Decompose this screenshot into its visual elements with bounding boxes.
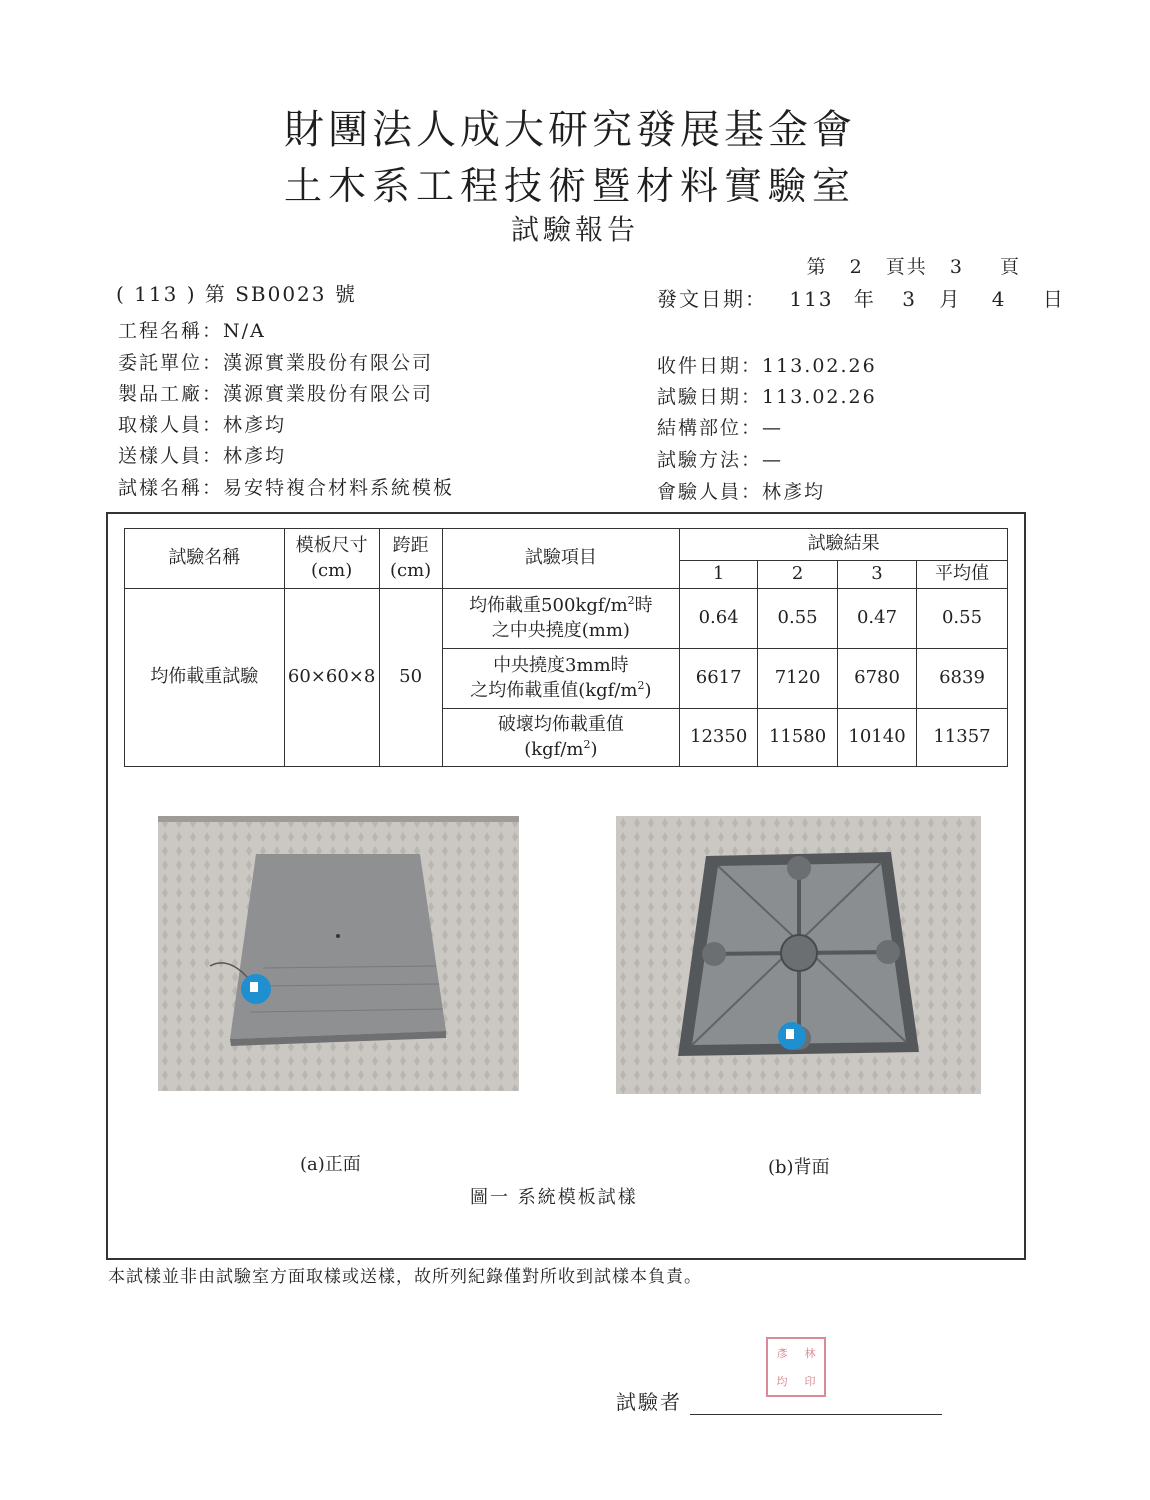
cell-value: 10140 [838, 709, 917, 767]
field-received-date: 收件日期：113.02.26 [657, 355, 877, 377]
field-sample-name: 試樣名稱：易安特複合材料系統模板 [118, 477, 455, 499]
caption-front: (a)正面 [300, 1154, 361, 1175]
issue-day: 4 [991, 287, 1007, 311]
figure-caption: 圖一 系統模板試樣 [470, 1187, 638, 1208]
page-suffix: 頁 [999, 256, 1021, 278]
field-structure-part: 結構部位：— [657, 417, 784, 439]
cell-value: 11580 [758, 709, 838, 767]
field-test-method: 試驗方法：— [657, 449, 784, 471]
cell-value: 6780 [838, 649, 917, 709]
issue-year: 113 [789, 287, 834, 311]
issue-day-unit: 日 [1042, 287, 1065, 311]
cell-item: 中央撓度3mm時 之均佈載重值$(kgf/m^2)$ [442, 649, 680, 709]
tester-seal: 彥 林 均 印 [766, 1337, 826, 1397]
cell-average: 0.55 [917, 589, 1008, 649]
field-client: 委託單位：漢源實業股份有限公司 [118, 352, 434, 374]
page-mid: 頁共 [885, 256, 928, 278]
header-result-2: 2 [758, 561, 838, 589]
cell-value: 12350 [680, 709, 758, 767]
page-total: 3 [949, 256, 964, 278]
cell-average: 11357 [917, 709, 1008, 767]
cell-test-name: 均佈載重試驗 [125, 589, 285, 767]
issue-month: 3 [902, 287, 917, 311]
header-test-name: 試驗名稱 [125, 529, 285, 589]
page-prefix: 第 [806, 256, 828, 278]
field-witness: 會驗人員：林彥均 [657, 481, 826, 503]
cell-value: 0.55 [758, 589, 838, 649]
field-project: 工程名稱：N/A [118, 320, 266, 342]
header-average: 平均值 [917, 561, 1008, 589]
organization-title: 財團法人成大研究發展基金會 [284, 107, 856, 153]
header-test-item: 試驗項目 [442, 529, 680, 589]
cell-value: 7120 [758, 649, 838, 709]
cell-size: 60×60×8 [284, 589, 379, 767]
issue-month-unit: 月 [939, 287, 962, 311]
cell-average: 6839 [917, 649, 1008, 709]
cell-item: 均佈載重$500kgf/m^2$時 之中央撓度(mm) [442, 589, 680, 649]
field-test-date: 試驗日期：113.02.26 [657, 386, 877, 408]
header-result-3: 3 [838, 561, 917, 589]
cell-item: 破壞均佈載重值 $(kgf/m^2)$ [442, 709, 680, 767]
cell-value: 0.47 [838, 589, 917, 649]
signature-line [690, 1414, 942, 1415]
cell-value: 0.64 [680, 589, 758, 649]
cell-span: 50 [379, 589, 442, 767]
report-title: 試驗報告 [510, 213, 639, 246]
results-table [124, 528, 1008, 767]
page-info [793, 252, 1021, 279]
header-span: 跨距 (cm) [379, 529, 442, 589]
photo-front [158, 816, 519, 1091]
caption-back: (b)背面 [768, 1157, 830, 1178]
formwork-panel [230, 854, 446, 1039]
field-factory: 製品工廠：漢源實業股份有限公司 [118, 383, 434, 405]
laboratory-title: 土木系工程技術暨材料實驗室 [283, 164, 856, 208]
signer-label: 試驗者 [616, 1390, 682, 1414]
field-sampler: 取樣人員：林彥均 [118, 414, 287, 436]
issue-year-unit: 年 [853, 287, 876, 311]
page-number: 2 [849, 256, 864, 278]
disclaimer-note: 本試樣並非由試驗室方面取樣或送樣，故所列紀錄僅對所收到試樣本負責。 [108, 1267, 702, 1287]
header-result-1: 1 [680, 561, 758, 589]
photo-back [616, 816, 981, 1094]
header-size: 模板尺寸 (cm) [284, 529, 379, 589]
header-results: 試驗結果 [680, 529, 1008, 561]
issue-date-label: 發文日期： [657, 287, 767, 311]
report-number: ( 113 ) 第 SB0023 號 [116, 282, 357, 306]
field-sender: 送樣人員：林彥均 [118, 445, 287, 467]
issue-date [657, 283, 1065, 312]
cell-value: 6617 [680, 649, 758, 709]
